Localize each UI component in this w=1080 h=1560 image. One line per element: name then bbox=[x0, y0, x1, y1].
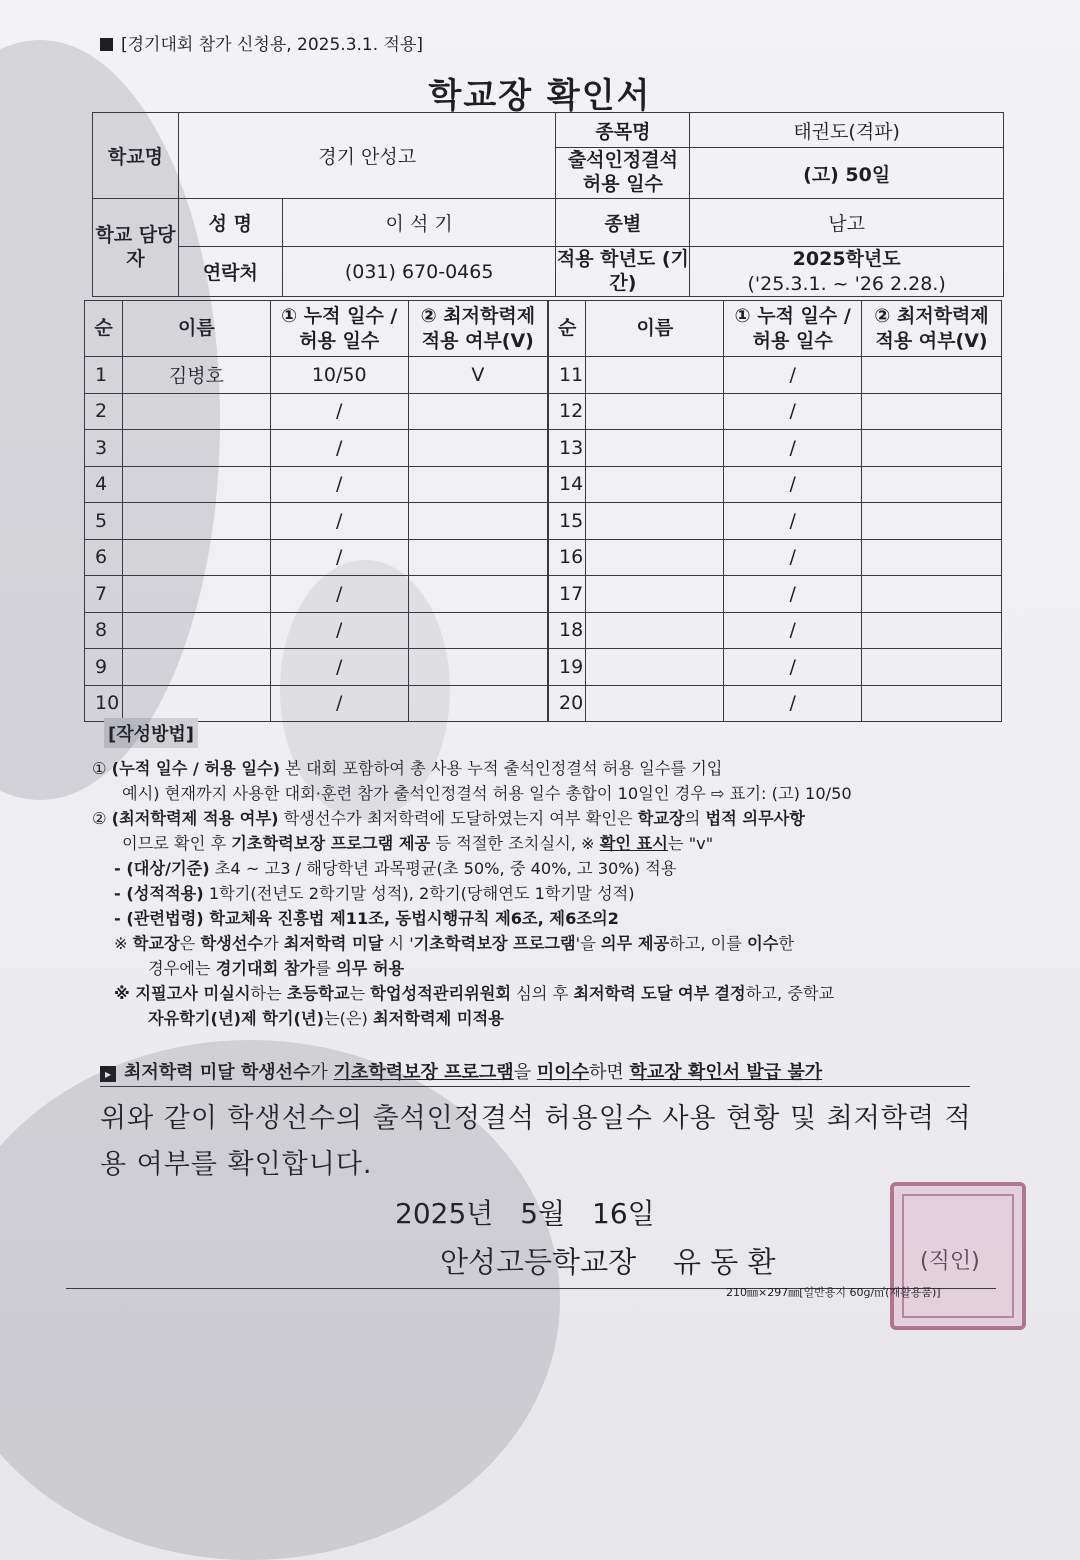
cell-min bbox=[862, 576, 1002, 613]
signer-name: 유 동 환 bbox=[672, 1245, 776, 1279]
table-header-row bbox=[85, 301, 1002, 357]
cell-days: / bbox=[724, 539, 862, 576]
cell-min bbox=[408, 539, 548, 576]
method-title: [작성방법] bbox=[104, 718, 198, 748]
cell-min bbox=[862, 539, 1002, 576]
cell-days: / bbox=[724, 576, 862, 613]
gender-value: 남고 bbox=[690, 199, 1004, 247]
cell-name bbox=[586, 503, 724, 540]
issue-date: 2025년 5월 16일 bbox=[395, 1197, 655, 1230]
table-row bbox=[85, 612, 1002, 649]
cell-name: 김병호 bbox=[122, 357, 270, 394]
table-row bbox=[85, 503, 1002, 540]
cell-name bbox=[122, 393, 270, 430]
confirmation-text: 위와 같이 학생선수의 출석인정결석 허용일수 사용 현황 및 최저학력 적용 여부를 확인합니다. bbox=[100, 1103, 972, 1180]
cell-days: / bbox=[724, 612, 862, 649]
cell-days: / bbox=[724, 503, 862, 540]
table-row bbox=[85, 649, 1002, 686]
cell-name bbox=[586, 357, 724, 394]
method-line: 경우에는 경기대회 참가를 의무 허용 bbox=[148, 959, 405, 978]
days-value: (고) 50일 bbox=[690, 148, 1004, 199]
header-name: 이름 bbox=[122, 301, 270, 357]
cell-name bbox=[122, 612, 270, 649]
method-line: - (성적적용) 1학기(전년도 2학기말 성적), 2학기(당해연도 1학기말 성적) bbox=[114, 884, 635, 903]
cell-min bbox=[862, 685, 1002, 722]
cell-name bbox=[586, 539, 724, 576]
cell-name bbox=[586, 649, 724, 686]
year-cell bbox=[690, 247, 1004, 297]
cell-seq: 1 bbox=[85, 357, 123, 394]
year-period: ('25.3.1. ~ '26 2.28.) bbox=[747, 272, 946, 295]
cell-min bbox=[408, 503, 548, 540]
method-line: 예시) 현재까지 사용한 대회·훈련 참가 출석인정결석 허용 일수 총합이 10일인 경우 ⇨ 표기: (고) 10/50 bbox=[122, 784, 852, 803]
table-row bbox=[85, 430, 1002, 467]
method-line: ① (누적 일수 / 허용 일수) 본 대회 포함하여 총 사용 누적 출석인정결석 허용 일수를 기입 bbox=[92, 759, 723, 778]
cell-seq: 7 bbox=[85, 576, 123, 613]
cell-name bbox=[586, 430, 724, 467]
table-row bbox=[85, 357, 1002, 394]
cell-min bbox=[862, 430, 1002, 467]
table-row bbox=[85, 685, 1002, 722]
method-line: 자유학기(년)제 학기(년)는(은) 최저학력제 미적용 bbox=[148, 1009, 504, 1028]
cell-seq: 13 bbox=[548, 430, 586, 467]
cell-name bbox=[122, 649, 270, 686]
header-name: 이름 bbox=[586, 301, 724, 357]
cell-seq: 16 bbox=[548, 539, 586, 576]
cell-min bbox=[862, 393, 1002, 430]
year-label: 적용 학년도 (기간) bbox=[556, 247, 690, 297]
cell-seq: 10 bbox=[85, 685, 123, 722]
cell-min bbox=[408, 393, 548, 430]
year-value: 2025학년도 bbox=[792, 248, 901, 270]
arrow-box-icon: ▸ bbox=[100, 1066, 116, 1082]
cell-name bbox=[586, 393, 724, 430]
cell-name bbox=[122, 685, 270, 722]
signer-line bbox=[440, 1240, 775, 1281]
cell-name bbox=[586, 466, 724, 503]
event-value: 태권도(격파) bbox=[690, 113, 1004, 148]
header-min: ② 최저학력제 적용 여부(V) bbox=[862, 301, 1002, 357]
cell-days: 10/50 bbox=[270, 357, 408, 394]
cell-seq: 4 bbox=[85, 466, 123, 503]
cell-min bbox=[408, 430, 548, 467]
student-list-table bbox=[84, 300, 1002, 722]
header-note: [경기대회 참가 신청용, 2025.3.1. 적용] bbox=[100, 30, 423, 55]
cell-days: / bbox=[270, 539, 408, 576]
cell-days: / bbox=[270, 466, 408, 503]
cell-seq: 17 bbox=[548, 576, 586, 613]
cell-seq: 19 bbox=[548, 649, 586, 686]
contact-label: 연락처 bbox=[178, 247, 282, 297]
contact-value: (031) 670-0465 bbox=[282, 247, 556, 297]
manager-label: 학교 담당자 bbox=[93, 199, 179, 297]
name-value: 이 석 기 bbox=[282, 199, 556, 247]
cell-min: V bbox=[408, 357, 548, 394]
method-line: ※ 지필고사 미실시하는 초등학교는 학업성적관리위원회 심의 후 최저학력 도달 여부 결정하고, 중학교 bbox=[114, 984, 835, 1003]
header-min: ② 최저학력제 적용 여부(V) bbox=[408, 301, 548, 357]
header-days: ① 누적 일수 / 허용 일수 bbox=[724, 301, 862, 357]
method-line: - (대상/기준) 초4 ~ 고3 / 해당학년 과목평균(초 50%, 중 40%, 고 30%) 적용 bbox=[114, 859, 677, 878]
days-label: 출석인정결석 허용 일수 bbox=[556, 148, 690, 199]
cell-name bbox=[122, 430, 270, 467]
cell-name bbox=[122, 466, 270, 503]
cell-min bbox=[862, 612, 1002, 649]
method-line: ※ 학교장은 학생선수가 최저학력 미달 시 '기초학력보장 프로그램'을 의무 제공하고, 이를 이수한 bbox=[114, 934, 795, 953]
student-list-body bbox=[85, 301, 1002, 722]
cell-days: / bbox=[270, 430, 408, 467]
table-row bbox=[85, 539, 1002, 576]
cell-min bbox=[408, 466, 548, 503]
seal-label: (직인) bbox=[920, 1249, 980, 1274]
method-line: 이므로 확인 후 기초학력보장 프로그램 제공 등 적절한 조치실시, ※ 확인 표시는 "v" bbox=[122, 834, 714, 853]
signer-school: 안성고등학교장 bbox=[440, 1245, 637, 1279]
school-value: 경기 안성고 bbox=[178, 113, 556, 199]
cell-name bbox=[122, 539, 270, 576]
cell-days: / bbox=[270, 685, 408, 722]
method-line: ② (최저학력제 적용 여부) 학생선수가 최저학력에 도달하였는지 여부 확인은 학교장의 법적 의무사항 bbox=[92, 809, 805, 828]
cell-days: / bbox=[724, 393, 862, 430]
cell-name bbox=[586, 576, 724, 613]
cell-days: / bbox=[270, 393, 408, 430]
header-days: ① 누적 일수 / 허용 일수 bbox=[270, 301, 408, 357]
cell-seq: 6 bbox=[85, 539, 123, 576]
table-row bbox=[85, 466, 1002, 503]
cell-min bbox=[408, 612, 548, 649]
cell-seq: 2 bbox=[85, 393, 123, 430]
method-section bbox=[92, 756, 992, 1031]
cell-min bbox=[408, 649, 548, 686]
cell-days: / bbox=[724, 430, 862, 467]
header-seq: 순 bbox=[85, 301, 123, 357]
cell-days: / bbox=[270, 649, 408, 686]
cell-days: / bbox=[724, 685, 862, 722]
cell-seq: 5 bbox=[85, 503, 123, 540]
method-line: - (관련법령) 학교체육 진흥법 제11조, 동법시행규칙 제6조, 제6조의2 bbox=[114, 909, 619, 928]
cell-days: / bbox=[724, 357, 862, 394]
cell-seq: 3 bbox=[85, 430, 123, 467]
gender-label: 종별 bbox=[556, 199, 690, 247]
cell-seq: 12 bbox=[548, 393, 586, 430]
notice-line: ▸ 최저학력 미달 학생선수가 기초학력보장 프로그램을 미이수하면 학교장 확인서 발급 불가 bbox=[100, 1058, 970, 1087]
cell-seq: 9 bbox=[85, 649, 123, 686]
cell-days: / bbox=[270, 612, 408, 649]
cell-min bbox=[862, 357, 1002, 394]
cell-min bbox=[862, 649, 1002, 686]
cell-days: / bbox=[724, 466, 862, 503]
name-label: 성 명 bbox=[178, 199, 282, 247]
cell-days: / bbox=[270, 576, 408, 613]
cell-min bbox=[862, 466, 1002, 503]
cell-seq: 14 bbox=[548, 466, 586, 503]
square-bullet-icon bbox=[100, 38, 113, 51]
document-title: 학교장 확인서 bbox=[428, 76, 652, 116]
header-seq: 순 bbox=[548, 301, 586, 357]
cell-seq: 11 bbox=[548, 357, 586, 394]
cell-name bbox=[586, 685, 724, 722]
table-row bbox=[85, 576, 1002, 613]
cell-seq: 18 bbox=[548, 612, 586, 649]
paper-spec: 210㎜×297㎜[일반용지 60g/㎡(재활용품)] bbox=[726, 1286, 941, 1299]
cell-name bbox=[122, 503, 270, 540]
cell-min bbox=[862, 503, 1002, 540]
cell-seq: 20 bbox=[548, 685, 586, 722]
info-table bbox=[92, 112, 1004, 297]
cell-name bbox=[586, 612, 724, 649]
cell-min bbox=[408, 685, 548, 722]
cell-days: / bbox=[724, 649, 862, 686]
cell-days: / bbox=[270, 503, 408, 540]
cell-seq: 15 bbox=[548, 503, 586, 540]
cell-seq: 8 bbox=[85, 612, 123, 649]
cell-name bbox=[122, 576, 270, 613]
event-label: 종목명 bbox=[556, 113, 690, 148]
table-row bbox=[85, 393, 1002, 430]
school-label: 학교명 bbox=[93, 113, 179, 199]
cell-min bbox=[408, 576, 548, 613]
